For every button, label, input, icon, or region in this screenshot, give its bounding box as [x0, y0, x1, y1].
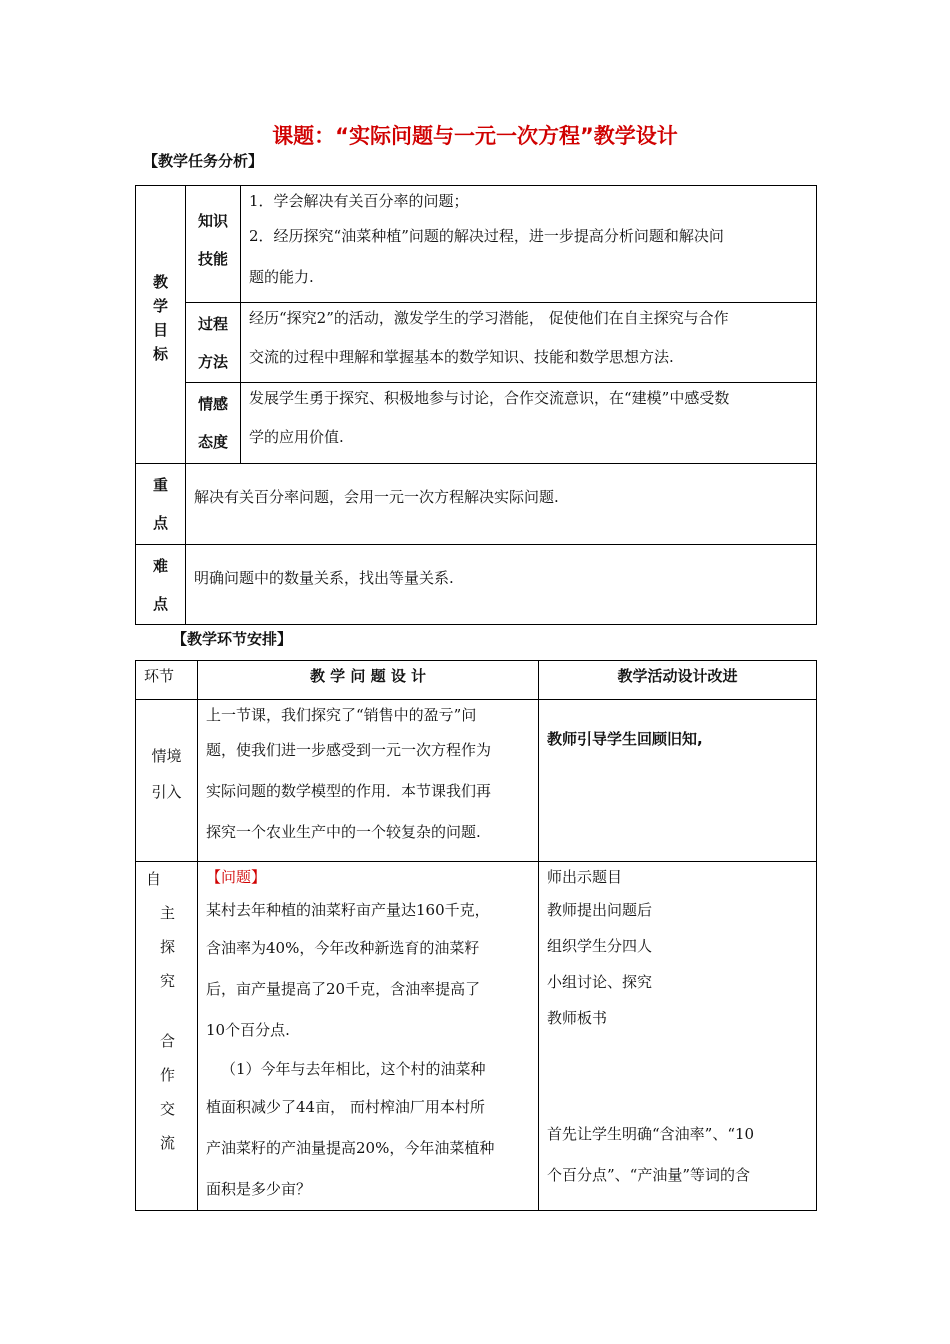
explore-activity: 师出示题目 教师提出问题后 组织学生分四人 小组讨论、探究 教师板书 首先让学生明确“含油率”、“10 个百分点”、“产油量”等词的含	[539, 862, 817, 1211]
page-title: 课题：“实际问题与一元一次方程”教学设计	[272, 124, 678, 148]
explore-design: 【问题】 某村去年种植的油菜籽亩产量达160千克， 含油率为40%，今年改种新选育的油菜籽 后，亩产量提高了20千克，含油率提高了 10个百分点. （1）今年与去年相比，这个村的油菜种 植面积减少了44亩， 而村榨油厂用本村所 产油菜籽的产油量提高20%，今年油菜植种 面积是多少亩？	[198, 862, 539, 1211]
header-activity: 教学活动设计改进	[539, 661, 817, 700]
key-point-label: 重 点	[136, 464, 186, 545]
intro-design: 上一节课，我们探究了“销售中的盈亏”问 题，使我们进一步感受到一元一次方程作为 实际问题的数学模型的作用．本节课我们再 探究一个农业生产中的一个较复杂的问题.	[198, 700, 539, 862]
header-design: 教 学 问 题 设 计	[198, 661, 539, 700]
problem-tag: 【问题】	[206, 868, 267, 886]
intro-activity: 教师引导学生回顾旧知,	[539, 700, 817, 862]
section-label-task-analysis: 【教学任务分析】	[143, 152, 264, 170]
emotion-attitude-content: 发展学生勇于探究、积极地参与讨论，合作交流意识，在“建模”中感受数 学的应用价值.	[241, 383, 817, 464]
stage-intro: 情境 引入	[136, 700, 198, 862]
teaching-goals-label: 教 学 目 标	[136, 186, 186, 464]
teaching-steps-table	[135, 660, 817, 1211]
difficulty-label: 难 点	[136, 545, 186, 625]
knowledge-skills-content: 1．学会解决有关百分率的问题； 2．经历探究“油菜种植”问题的解决过程，进一步提高分析问题和解决问 题的能力.	[241, 186, 817, 303]
process-method-content: 经历“探究2”的活动，激发学生的学习潜能， 促使他们在自主探究与合作 交流的过程中理解和掌握基本的数学知识、技能和数学思想方法.	[241, 303, 817, 383]
stage-explore: 自 主 探 究 合 作 交 流	[136, 862, 198, 1211]
task-analysis-table	[135, 185, 817, 625]
emotion-attitude-label: 情感 态度	[186, 383, 241, 464]
header-stage: 环节	[136, 661, 198, 700]
difficulty-content: 明确问题中的数量关系，找出等量关系.	[186, 545, 817, 625]
knowledge-skills-label: 知识 技能	[186, 186, 241, 303]
key-point-content: 解决有关百分率问题，会用一元一次方程解决实际问题.	[186, 464, 817, 545]
process-method-label: 过程 方法	[186, 303, 241, 383]
section-label-teaching-steps: 【教学环节安排】	[172, 630, 293, 648]
